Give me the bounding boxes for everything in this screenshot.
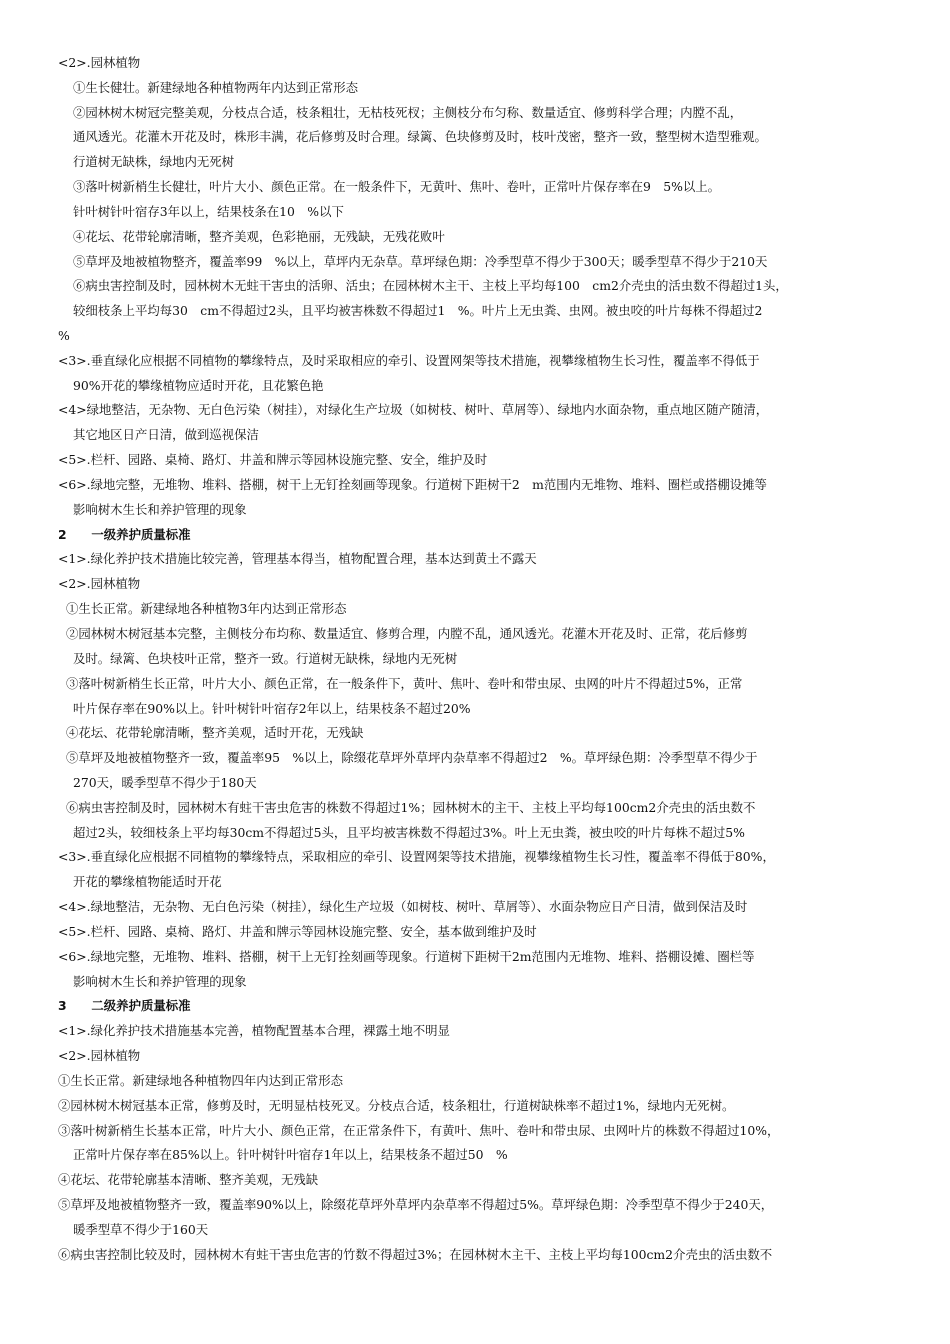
text-line: <5>.栏杆、园路、桌椅、路灯、井盖和牌示等园林设施完整、安全，基本做到维护及时 xyxy=(58,924,537,939)
text-line: ④花坛、花带轮廓清晰，整齐美观，色彩艳丽，无残缺，无残花败叶 xyxy=(73,229,445,244)
text-line: <6>.绿地完整，无堆物、堆料、搭棚，树干上无钉拴刻画等现象。行道树下距树干2m范围内无堆物、堆料、搭棚设摊、圈栏等 xyxy=(58,949,755,964)
text-line: % xyxy=(58,328,70,343)
text-line: <3>.垂直绿化应根据不同植物的攀缘特点，及时采取相应的牵引、设置网架等技术措施，视攀缘植物生长习性，覆盖率不得低于 xyxy=(58,353,760,368)
text-line: 影响树木生长和养护管理的现象 xyxy=(73,974,247,989)
text-line: ②园林树木树冠基本完整，主侧枝分布均称、数量适宜、修剪合理，内膛不乱，通风透光。花灌木开花及时、正常，花后修剪 xyxy=(66,626,748,641)
text-line: <1>.绿化养护技术措施基本完善，植物配置基本合理，裸露土地不明显 xyxy=(58,1023,450,1038)
text-line: ⑥病虫害控制及时，园林树木无蛀干害虫的活卵、活虫；在园林树木主干、主枝上平均每100 cm2介壳虫的活虫数不得超过1头， xyxy=(73,278,788,293)
text-line: ②园林树木树冠完整美观，分枝点合适，枝条粗壮，无枯枝死杈；主侧枝分布匀称、数量适宜、修剪科学合理；内膛不乱， xyxy=(73,105,743,120)
text-line: 及时。绿篱、色块枝叶正常，整齐一致。行道树无缺株，绿地内无死树 xyxy=(73,651,458,666)
text-line: <2>.园林植物 xyxy=(58,576,141,591)
text-line: 针叶树针叶宿存3年以上，结果枝条在10 %以下 xyxy=(73,204,344,219)
text-line: ②园林树木树冠基本正常，修剪及时，无明显枯枝死叉。分枝点合适，枝条粗壮，行道树缺株率不超过1%，绿地内无死树。 xyxy=(58,1098,735,1113)
text-line: <2>.园林植物 xyxy=(58,1048,141,1063)
text-line: ⑤草坪及地被植物整齐，覆盖率99 %以上，草坪内无杂草。草坪绿色期：冷季型草不得少于300天；暖季型草不得少于210天 xyxy=(73,254,768,269)
text-line: ③落叶树新梢生长正常，叶片大小、颜色正常，在一般条件下，黄叶、焦叶、卷叶和带虫尿、虫网的叶片不得超过5%，正常 xyxy=(66,676,743,691)
text-line: ⑥病虫害控制比较及时，园林树木有蛀干害虫危害的竹数不得超过3%；在园林树木主干、主枝上平均每100cm2介壳虫的活虫数不 xyxy=(58,1247,773,1262)
text-line: ①生长正常。新建绿地各种植物四年内达到正常形态 xyxy=(58,1073,343,1088)
text-line: ④花坛、花带轮廓清晰，整齐美观，适时开花，无残缺 xyxy=(66,725,364,740)
text-line: 影响树木生长和养护管理的现象 xyxy=(73,502,247,517)
text-line: 90%开花的攀缘植物应适时开花，且花繁色艳 xyxy=(73,378,324,393)
text-line: 超过2头，较细枝条上平均每30cm不得超过5头，且平均被害株数不得超过3%。叶上无虫粪，被虫咬的叶片每株不超过5% xyxy=(73,825,745,840)
text-line: <4>绿地整洁，无杂物、无白色污染（树挂），对绿化生产垃圾（如树枝、树叶、草屑等）、绿地内水面杂物，重点地区随产随清， xyxy=(58,402,769,417)
text-line: 较细枝条上平均每30 cm不得超过2头，且平均被害株数不得超过1 %。叶片上无虫粪、虫网。被虫咬的叶片每株不得超过2 xyxy=(73,303,763,318)
text-line: ①生长正常。新建绿地各种植物3年内达到正常形态 xyxy=(66,601,347,616)
text-line: ④花坛、花带轮廓基本清晰、整齐美观，无残缺 xyxy=(58,1172,319,1187)
text-line: 叶片保存率在90%以上。针叶树针叶宿存2年以上，结果枝条不超过20% xyxy=(73,701,471,716)
text-line: 行道树无缺株，绿地内无死树 xyxy=(73,154,235,169)
text-line: <4>.绿地整洁，无杂物、无白色污染（树挂），绿化生产垃圾（如树枝、树叶、草屑等）、水面杂物应日产日清，做到保洁及时 xyxy=(58,899,748,914)
text-line: 暖季型草不得少于160天 xyxy=(73,1222,209,1237)
text-line: 开花的攀缘植物能适时开花 xyxy=(73,874,222,889)
section-heading: 3 二级养护质量标准 xyxy=(58,998,191,1013)
text-line: 通风透光。花灌木开花及时，株形丰满，花后修剪及时合理。绿篱、色块修剪及时，枝叶茂密，整齐一致，整型树木造型雅观。 xyxy=(73,129,767,144)
text-line: ③落叶树新梢生长健壮，叶片大小、颜色正常。在一般条件下，无黄叶、焦叶、卷叶，正常叶片保存率在9 5%以上。 xyxy=(73,179,721,194)
text-line: <1>.绿化养护技术措施比较完善，管理基本得当，植物配置合理，基本达到黄土不露天 xyxy=(58,551,537,566)
text-line: <3>.垂直绿化应根据不同植物的攀缘特点，采取相应的牵引、设置网架等技术措施，视攀缘植物生长习性，覆盖率不得低于80%， xyxy=(58,849,775,864)
text-line: ①生长健壮。新建绿地各种植物两年内达到正常形态 xyxy=(73,80,358,95)
text-line: ③落叶树新梢生长基本正常，叶片大小、颜色正常，在正常条件下，有黄叶、焦叶、卷叶和带虫尿、虫网叶片的株数不得超过10%， xyxy=(58,1123,780,1138)
text-line: ⑤草坪及地被植物整齐一致，覆盖率95 %以上，除缀花草坪外草坪内杂草率不得超过2 %。草坪绿色期：冷季型草不得少于 xyxy=(66,750,758,765)
text-line: ⑥病虫害控制及时，园林树木有蛀干害虫危害的株数不得超过1%；园林树木的主干、主枝上平均每100cm2介壳虫的活虫数不 xyxy=(66,800,756,815)
section-heading: 2 一级养护质量标准 xyxy=(58,527,191,542)
text-line: 270天，暖季型草不得少于180天 xyxy=(73,775,257,790)
text-line: 其它地区日产日清，做到巡视保洁 xyxy=(73,427,259,442)
text-line: <5>.栏杆、园路、桌椅、路灯、井盖和牌示等园林设施完整、安全，维护及时 xyxy=(58,452,488,467)
text-line: ⑤草坪及地被植物整齐一致，覆盖率90%以上，除缀花草坪外草坪内杂草率不得超过5%。草坪绿色期：冷季型草不得少于240天， xyxy=(58,1197,774,1212)
text-line: <2>.园林植物 xyxy=(58,55,141,70)
text-line: 正常叶片保存率在85%以上。针叶树针叶宿存1年以上，结果枝条不超过50 % xyxy=(73,1147,508,1162)
text-line: <6>.绿地完整，无堆物、堆料、搭棚，树干上无钉拴刻画等现象。行道树下距树干2 m范围内无堆物、堆料、圈栏或搭棚设摊等 xyxy=(58,477,767,492)
